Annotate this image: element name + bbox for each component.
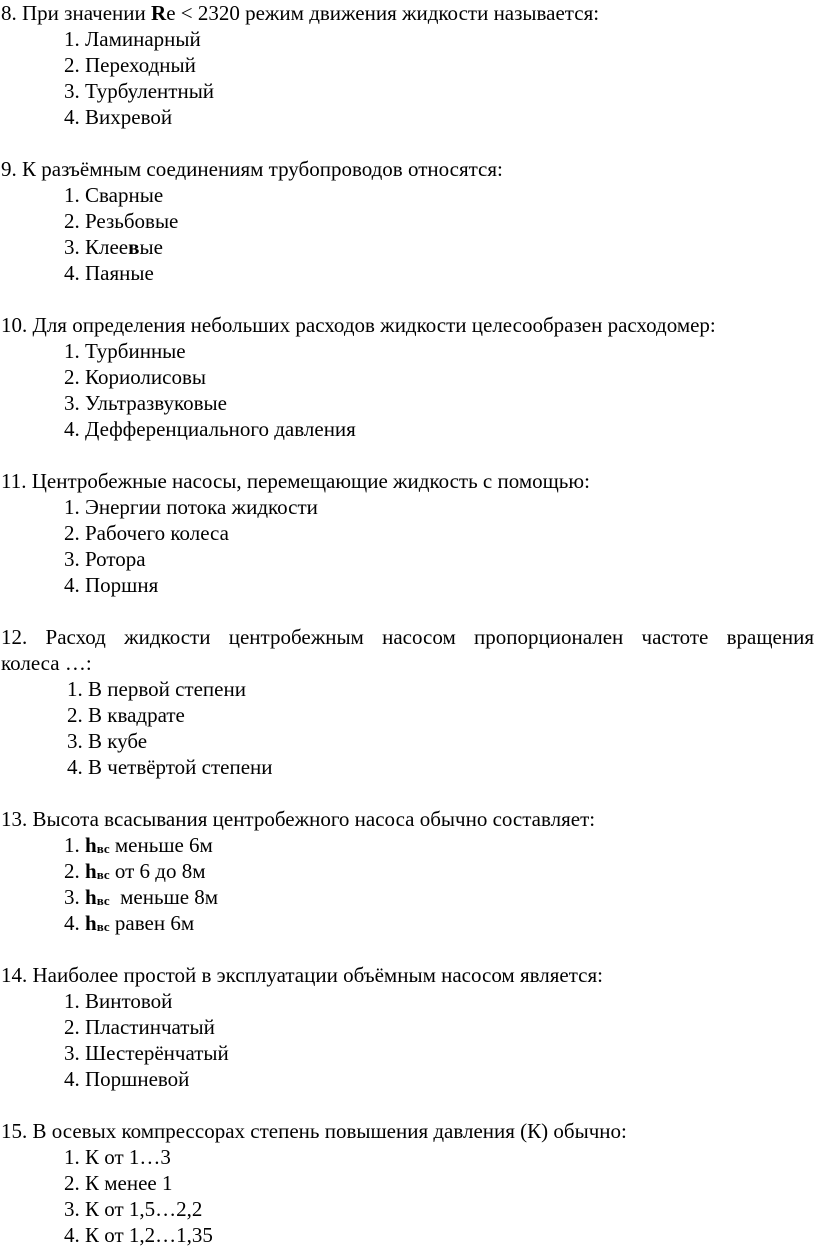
spacer <box>0 936 816 962</box>
question-12-option-1: 1. В первой степени <box>67 677 246 701</box>
option-number: 1. <box>64 833 85 857</box>
question-9-option-2: 2. Резьбовые <box>64 209 179 233</box>
question-9-text: 9. К разъёмным соединениям трубопроводов относятся: <box>1 157 503 181</box>
option-text-part: меньше 8м <box>109 885 219 909</box>
question-15-option-2: 2. К менее 1 <box>64 1171 173 1195</box>
question-8-option-3: 3. Турбулентный <box>64 79 215 103</box>
question-9-option-3 <box>0 234 816 260</box>
question-8-option-2: 2. Переходный <box>64 53 196 77</box>
option-text-part: 3. Клее <box>64 235 129 259</box>
question-11-option-4: 4. Поршня <box>64 573 159 597</box>
question-14-option-2: 2. Пластинчатый <box>64 1015 215 1039</box>
question-14-text: 14. Наиболее простой в эксплуатации объёмным насосом является: <box>1 963 603 987</box>
height-symbol: h <box>85 833 97 857</box>
question-12-text-line-1: 12. Расход жидкости центробежным насосом пропорционален частоте вращения <box>1 625 814 649</box>
question-12-option-4: 4. В четвёртой степени <box>67 755 273 779</box>
option-number: 3. <box>64 885 85 909</box>
option-text-part: меньше 6м <box>109 833 213 857</box>
question-15-option-3: 3. К от 1,5…2,2 <box>64 1197 203 1221</box>
height-subscript: вс <box>96 893 110 908</box>
question-text-part: e < 2320 режим движения жидкости называется: <box>166 1 600 25</box>
question-12-option-3: 3. В кубе <box>67 729 148 753</box>
question-13-option-1 <box>0 832 816 858</box>
question-13-text: 13. Высота всасывания центробежного насоса обычно составляет: <box>1 807 596 831</box>
question-8-option-1: 1. Ламинарный <box>64 27 201 51</box>
option-number: 2. <box>64 859 85 883</box>
question-14-option-3: 3. Шестерёнчатый <box>64 1041 229 1065</box>
question-11-text: 11. Центробежные насосы, перемещающие жидкость с помощью: <box>1 469 590 493</box>
question-9-option-1: 1. Сварные <box>64 183 164 207</box>
question-10-option-1: 1. Турбинные <box>64 339 186 363</box>
question-10-option-3: 3. Ультразвуковые <box>64 391 227 415</box>
question-15-option-1: 1. К от 1…3 <box>64 1145 171 1169</box>
height-subscript: вс <box>96 841 110 856</box>
question-10-text: 10. Для определения небольших расходов жидкости целесообразен расходомер: <box>1 313 716 337</box>
question-8-text <box>0 0 816 26</box>
question-10-option-2: 2. Кориолисовы <box>64 365 206 389</box>
question-11-option-1: 1. Энергии потока жидкости <box>64 495 318 519</box>
question-12-option-2: 2. В квадрате <box>67 703 185 727</box>
spacer <box>0 130 816 156</box>
question-12-text-line-2: колеса …: <box>1 651 92 675</box>
spacer <box>0 442 816 468</box>
question-14-option-1: 1. Винтовой <box>64 989 173 1013</box>
question-13-option-4 <box>0 910 816 936</box>
spacer <box>0 1092 816 1118</box>
spacer <box>0 780 816 806</box>
question-15-text: 15. В осевых компрессорах степень повышения давления (К) обычно: <box>1 1119 627 1143</box>
question-11-option-3: 3. Ротора <box>64 547 146 571</box>
reynolds-symbol: R <box>151 1 167 25</box>
height-symbol: h <box>85 885 97 909</box>
option-text-part: ые <box>139 235 163 259</box>
option-text-part: равен 6м <box>109 911 195 935</box>
spacer <box>0 286 816 312</box>
question-14-option-4: 4. Поршневой <box>64 1067 190 1091</box>
question-11-option-2: 2. Рабочего колеса <box>64 521 229 545</box>
question-9-option-4: 4. Паяные <box>64 261 154 285</box>
question-8-option-4: 4. Вихревой <box>64 105 173 129</box>
height-subscript: вс <box>96 919 110 934</box>
question-text-part: При значении <box>16 1 152 25</box>
spacer <box>0 598 816 624</box>
question-13-option-3 <box>0 884 816 910</box>
option-number: 4. <box>64 911 85 935</box>
option-text-part: от 6 до 8м <box>109 859 206 883</box>
question-13-option-2 <box>0 858 816 884</box>
height-subscript: вс <box>96 867 110 882</box>
question-10-option-4: 4. Дефференциального давления <box>64 417 356 441</box>
question-15-option-4: 4. К от 1,2…1,35 <box>64 1223 213 1247</box>
height-symbol: h <box>85 859 97 883</box>
height-symbol: h <box>85 911 97 935</box>
option-bold-letter: в <box>128 235 140 259</box>
question-number: 8. <box>1 1 17 25</box>
